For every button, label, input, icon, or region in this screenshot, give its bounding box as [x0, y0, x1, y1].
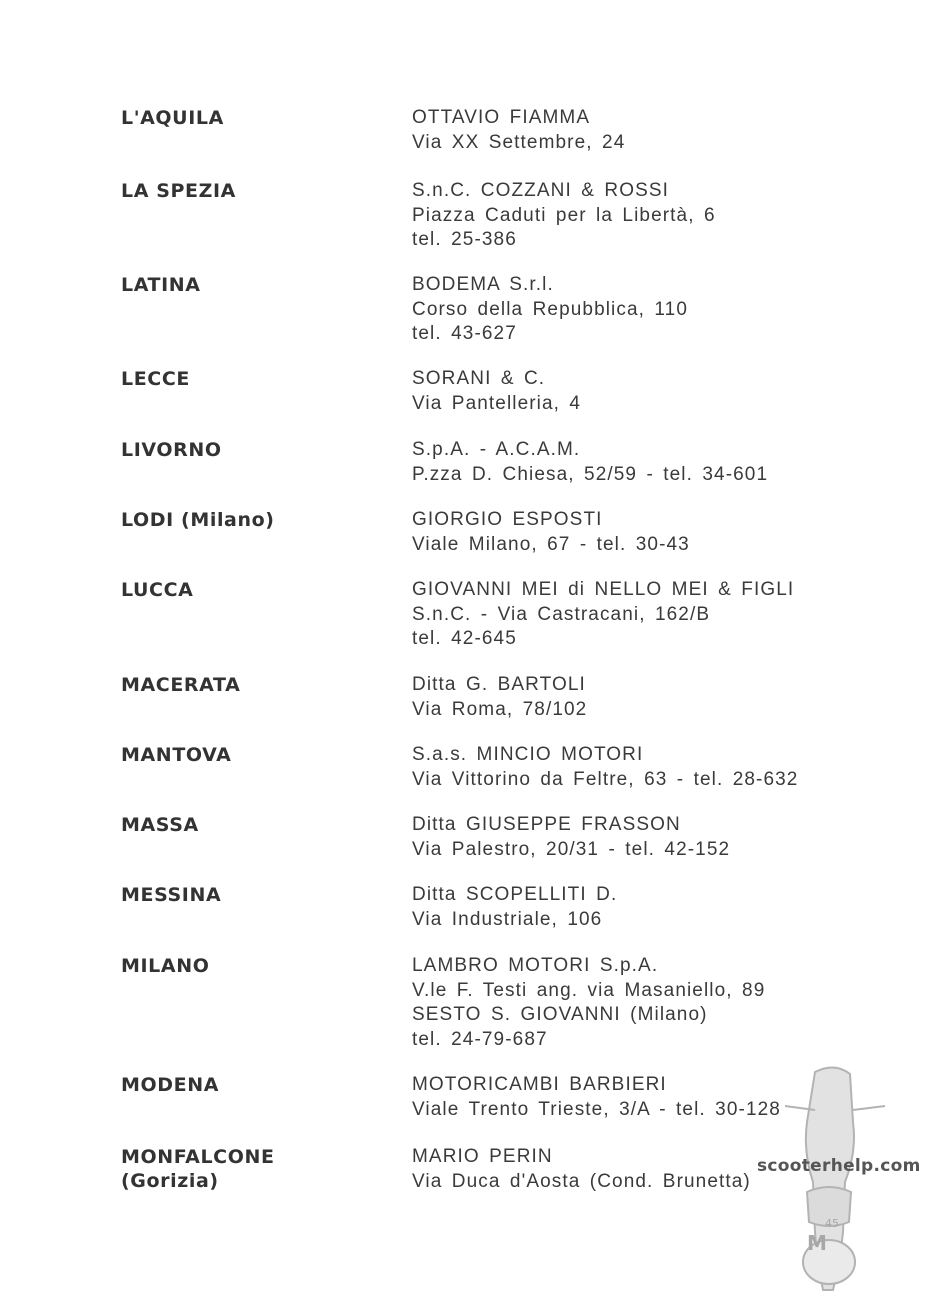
dealer-line: Via Palestro, 20/31 - tel. 42-152	[412, 838, 731, 860]
scooter-icon	[745, 1062, 925, 1292]
dealer-line: OTTAVIO FIAMMA	[412, 107, 591, 128]
city-name: MASSA	[121, 814, 199, 836]
dealer-line: MARIO PERIN	[412, 1146, 553, 1167]
dealer-line: Via XX Settembre, 24	[412, 131, 626, 153]
dealer-info	[412, 883, 912, 932]
dealer-line: S.p.A. - A.C.A.M.	[412, 439, 581, 460]
dealer-line: Ditta GIUSEPPE FRASSON	[412, 814, 681, 835]
dealer-line: S.n.C. - Via Castracani, 162/B	[412, 603, 711, 625]
dealer-line: Via Pantelleria, 4	[412, 392, 582, 414]
city-name: MONFALCONE (Gorizia)	[121, 1146, 275, 1192]
dealer-line: Viale Milano, 67 - tel. 30-43	[412, 533, 690, 555]
dealer-info	[412, 367, 912, 416]
dealer-info	[412, 508, 912, 557]
dealer-line: S.a.s. MINCIO MOTORI	[412, 744, 644, 765]
dealer-line: SESTO S. GIOVANNI (Milano)	[412, 1004, 708, 1025]
city-name: MANTOVA	[121, 744, 232, 766]
city-name: LODI (Milano)	[121, 509, 275, 531]
dealer-info	[412, 106, 912, 155]
dealer-line: V.le F. Testi ang. via Masaniello, 89	[412, 979, 766, 1001]
watermark-text: scooterhelp.com	[757, 1156, 921, 1176]
dealer-line: BODEMA S.r.l.	[412, 274, 554, 295]
city-name: MESSINA	[121, 884, 222, 906]
dealer-line: Corso della Repubblica, 110	[412, 298, 688, 320]
city-name: MACERATA	[121, 674, 241, 696]
dealer-info	[412, 273, 912, 347]
dealer-line: GIOVANNI MEI di NELLO MEI & FIGLI	[412, 579, 795, 600]
svg-text:M: M	[807, 1231, 827, 1255]
city-region: (Gorizia)	[121, 1170, 219, 1192]
dealer-info	[412, 179, 912, 253]
city-name: LIVORNO	[121, 439, 222, 461]
dealer-line: GIORGIO ESPOSTI	[412, 509, 603, 530]
dealer-line: Ditta SCOPELLITI D.	[412, 884, 618, 905]
dealer-line: Via Duca d'Aosta (Cond. Brunetta)	[412, 1170, 751, 1192]
dealer-info	[412, 743, 912, 792]
dealer-line: LAMBRO MOTORI S.p.A.	[412, 955, 659, 976]
dealer-info	[412, 813, 912, 862]
dealer-line: S.n.C. COZZANI & ROSSI	[412, 180, 670, 201]
dealer-line: tel. 25-386	[412, 229, 517, 250]
dealer-line: P.zza D. Chiesa, 52/59 - tel. 34-601	[412, 463, 769, 485]
city-name: LA SPEZIA	[121, 180, 236, 202]
dealer-info	[412, 954, 912, 1052]
dealer-line: Via Industriale, 106	[412, 908, 603, 930]
dealer-info	[412, 673, 912, 722]
city-name: LATINA	[121, 274, 201, 296]
city-name: MODENA	[121, 1074, 220, 1096]
city-name: LECCE	[121, 368, 190, 390]
dealer-line: MOTORICAMBI BARBIERI	[412, 1074, 667, 1095]
city-name: MILANO	[121, 955, 210, 977]
dealer-line: tel. 42-645	[412, 628, 517, 649]
svg-text:45: 45	[825, 1217, 839, 1230]
dealer-info	[412, 438, 912, 487]
city-name: LUCCA	[121, 579, 194, 601]
dealer-line: SORANI & C.	[412, 368, 546, 389]
dealer-line: Ditta G. BARTOLI	[412, 674, 586, 695]
dealer-line: Viale Trento Trieste, 3/A - tel. 30-128	[412, 1098, 781, 1120]
dealer-line: tel. 43-627	[412, 323, 517, 344]
dealer-info	[412, 578, 912, 652]
dealer-line: tel. 24-79-687	[412, 1028, 548, 1050]
dealer-line: Via Roma, 78/102	[412, 698, 588, 720]
dealer-line: Piazza Caduti per la Libertà, 6	[412, 204, 716, 226]
city-name: L'AQUILA	[121, 107, 224, 129]
dealer-line: Via Vittorino da Feltre, 63 - tel. 28-632	[412, 768, 799, 790]
